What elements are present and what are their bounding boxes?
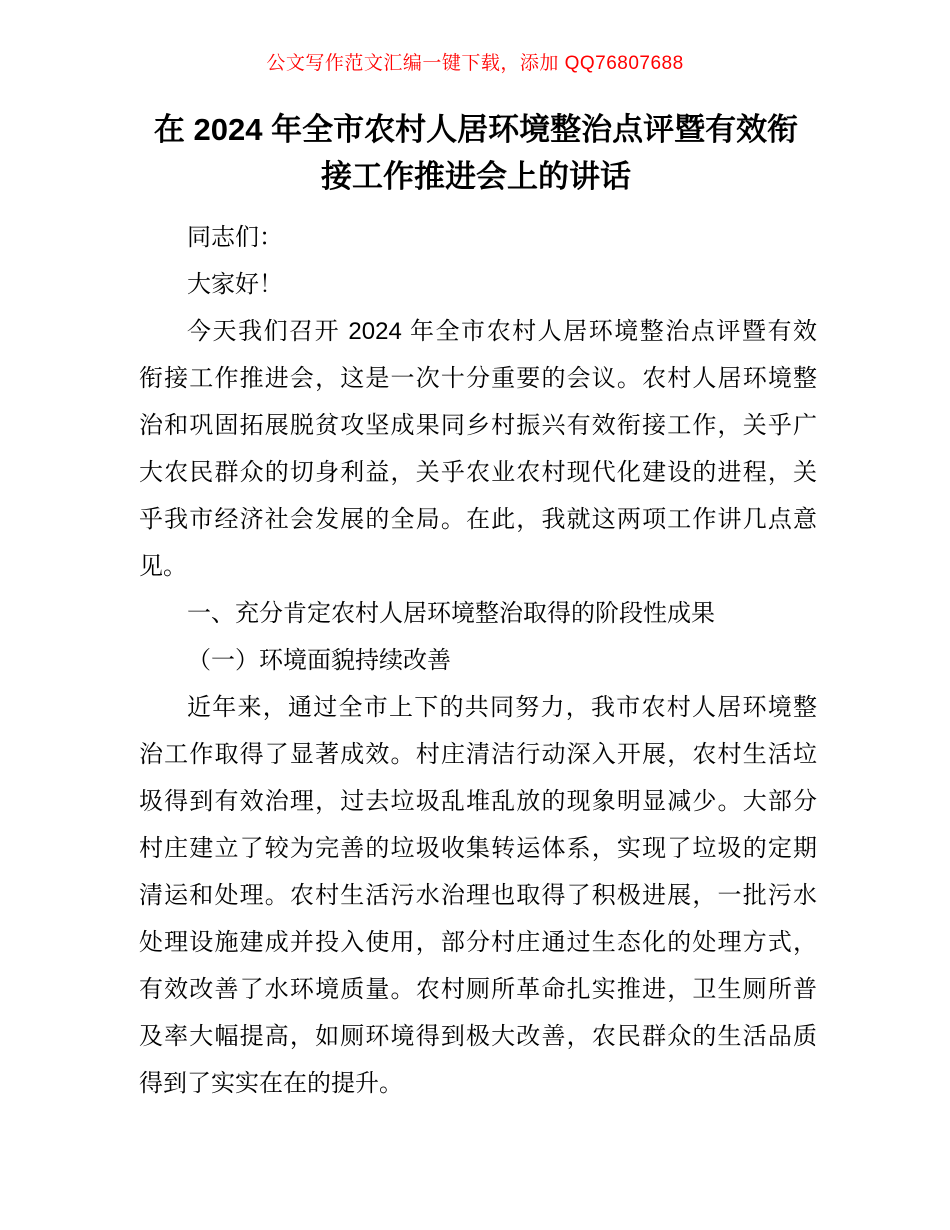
section-heading-1: 一、充分肯定农村人居环境整治取得的阶段性成果 xyxy=(187,600,715,627)
paragraph-line: 清运和处理。农村生活污水治理也取得了积极进展，一批污水 xyxy=(139,882,817,909)
paragraph-line: 村庄建立了较为完善的垃圾收集转运体系，实现了垃圾的定期 xyxy=(139,835,817,862)
document-body xyxy=(139,214,817,1107)
title-line-2: 接工作推进会上的讲话 xyxy=(321,159,631,194)
paragraph-line: 治和巩固拓展脱贫攻坚成果同乡村振兴有效衔接工作，关乎广 xyxy=(139,412,817,439)
paragraph-line: 得到了实实在在的提升。 xyxy=(139,1070,403,1097)
paragraph-line: 近年来，通过全市上下的共同努力，我市农村人居环境整 xyxy=(187,694,817,721)
paragraph-line: 圾得到有效治理，过去垃圾乱堆乱放的现象明显减少。大部分 xyxy=(139,788,817,815)
paragraph-line: 衔接工作推进会，这是一次十分重要的会议。农村人居环境整 xyxy=(139,365,817,392)
paragraph-line: 处理设施建成并投入使用，部分村庄通过生态化的处理方式， xyxy=(139,929,817,956)
red-watermark-text: 公文写作范文汇编一键下载，添加 QQ76807688 xyxy=(266,53,684,74)
paragraph-line: 乎我市经济社会发展的全局。在此，我就这两项工作讲几点意 xyxy=(139,506,817,533)
greeting-line: 大家好！ xyxy=(187,271,283,298)
paragraph-line: 治工作取得了显著成效。村庄清洁行动深入开展，农村生活垃 xyxy=(139,741,817,768)
document-title xyxy=(137,106,815,200)
subsection-heading-1: （一）环境面貌持续改善 xyxy=(187,647,451,674)
paragraph-line: 今天我们召开 2024 年全市农村人居环境整治点评暨有效 xyxy=(187,318,817,345)
paragraph-line: 及率大幅提高，如厕环境得到极大改善，农民群众的生活品质 xyxy=(139,1023,817,1050)
salutation-line: 同志们： xyxy=(187,224,283,251)
paragraph-line: 有效改善了水环境质量。农村厕所革命扎实推进，卫生厕所普 xyxy=(139,976,817,1003)
title-line-1: 在 2024 年全市农村人居环境整治点评暨有效衔 xyxy=(153,112,799,147)
paragraph-line: 大农民群众的切身利益，关乎农业农村现代化建设的进程，关 xyxy=(139,459,817,486)
paragraph-line: 见。 xyxy=(139,553,187,580)
